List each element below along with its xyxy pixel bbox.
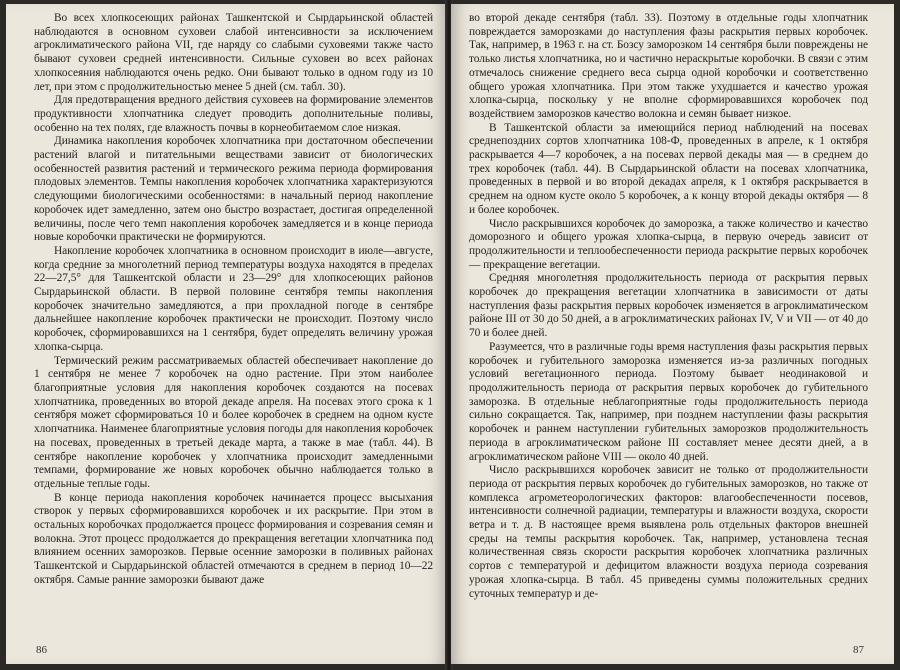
paragraph: Разумеется, что в различные годы время наступления фазы раскрытия первых коробочек и губительного заморозка изменяется из-за различных погодных условий вегетационного периода. Поэтому бывает неодинаковой и продолжительность периода от раскрытия первых коробочек до губительного заморозка. В отдельные неблагоприятные годы продолжительность периода сильно сокращается. Так, например, при позднем наступлении фазы раскрытия коробочек и раннем наступлении губительных заморозков продолжительность периода в агроклиматическом районе III составляет менее десяти дней, а в агроклиматическом районе VIII — около 40 дней. bbox=[469, 340, 868, 463]
right-page-text bbox=[469, 12, 868, 601]
paragraph: Для предотвращения вредного действия суховеев на формирование элементов продуктивности хлопчатника следует проводить дополнительные поливы, особенно на тех полях, где влажность почвы в корнеобитаемом слое низкая. bbox=[34, 94, 433, 134]
paragraph: Термический режим рассматриваемых областей обеспечивает накопление до 1 сентября не менее 7 коробочек на одно растение. При этом наиболее благоприятные условия для накопления коробочек создаются на посевах хлопчатника, проведенных во второй декаде апреля. На посевах этого срока к 1 сентября может сформироваться 10 и более коробочек в среднем на одном кусте хлопчатника. Наименее благоприятные условия погоды для накопления коробочек на посевах, проведенных в третьей декаде марта, а также в мае (табл. 44). В сентябре накопление коробочек у хлопчатника происходит замедленными темпами, формирование же новых коробочек обычно наблюдается только в отдельные теплые годы. bbox=[34, 354, 433, 490]
right-page bbox=[451, 4, 894, 664]
paragraph: Средняя многолетняя продолжительность периода от раскрытия первых коробочек до прекращения вегетации хлопчатника в зависимости от даты наступления фазы раскрытия первых коробочек изменяется в агроклиматическом районе III от 30 до 50 дней, а в агроклиматических районах IV, V и VII — от 40 до 70 и более дней. bbox=[469, 272, 868, 340]
left-page bbox=[6, 4, 447, 664]
paragraph-continuation: во второй декаде сентября (табл. 33). Поэтому в отдельные годы хлопчатник повреждается заморозками до наступления фазы раскрытия первых коробочек. Так, например, в 1963 г. на ст. Бозсу заморозком 14 сентября были повреждены не только листья хлопчатника, но и частично нераскрытые коробочки. В связи с этим отмечалось снижение среднего веса сырца одной коробочки и соответственно общего урожая хлопчатника. При этом также ухудшается и качество урожая хлопка-сырца, поскольку у не вполне сформировавшихся коробочек под воздействием заморозков качество волокна и семян бывает низкое. bbox=[469, 12, 868, 120]
paragraph: Во всех хлопкосеющих районах Ташкентской и Сырдарьинской областей наблюдаются в основном суховеи слабой интенсивности за исключением агроклиматического района VII, где наряду со слабыми суховеями также часто бывают суховеи средней интенсивности. Сильные суховеи во всех районах хлопкосеяния наблюдаются очень редко. Они бывают только в одном году из 10 лет, при этом с продолжительностью менее 5 дней (см. табл. 30). bbox=[34, 12, 433, 93]
paragraph: В Ташкентской области за имеющийся период наблюдений на посевах среднепоздних сортов хлопчатника 108-Ф, проведенных в апреле, к 1 октября раскрывается 4—7 коробочек, а на посевах первой декады мая — в среднем до трех коробочек (табл. 44). В Сырдарьинской области на посевах хлопчатника, проведенных в первой и во второй декадах апреля, к 1 октября раскрывается в среднем на одном кусте около 5 коробочек, а к концу второй декады октября — 8 и более коробочек. bbox=[469, 121, 868, 216]
paragraph: Накопление коробочек хлопчатника в основном происходит в июле—августе, когда средние за многолетний период температуры воздуха находятся в пределах 22—27,5° для Ташкентской области и 23—29° для хлопкосеющих районов Сырдарьинской области. В первой половине сентября темпы накопления коробочек значительно замедляются, а при прохладной погоде в сентябре дальнейшее накопление коробочек практически не происходит. Поэтому число коробочек, сформировавшихся на 1 сентября, будет определять величину урожая хлопка-сырца. bbox=[34, 244, 433, 353]
page-number-left: 86 bbox=[36, 644, 47, 656]
paragraph: Число раскрывшихся коробочек до заморозка, а также количество и качество доморозного и общего урожая хлопка-сырца, в первую очередь зависит от продолжительности и теплообеспеченности периода раскрытие первых коробочек — прекращение вегетации. bbox=[469, 217, 868, 271]
paragraph: Число раскрывшихся коробочек зависит не только от продолжительности периода от раскрытия первых коробочек до губительных заморозков, но также от комплекса агрометеорологических факторов: влагообеспеченности посевов, интенсивности солнечной радиации, температуры и влажности воздуха, скорости ветра и т. д. В настоящее время выявлена роль отдельных факторов внешней среды на темпы раскрытия коробочек. Так, например, установлена тесная количественная связь скорости раскрытия коробочек хлопчатника различных сортов с температурой и дефицитом влажности воздуха периода созревания урожая хлопка-сырца. В табл. 45 приведены суммы положительных средних суточных температур и де- bbox=[469, 464, 868, 600]
paragraph: В конце периода накопления коробочек начинается процесс высыхания створок у первых сформировавшихся коробочек и их раскрытие. При этом в остальных коробочках продолжается процесс формирования и созревания семян и волокна. Этот процесс продолжается до прекращения вегетации хлопчатника под влиянием осенних заморозков. Первые осенние заморозки в поливных районах Ташкентской и Сырдарьинской областей отмечаются в среднем в период 10—22 октября. Самые ранние заморозки бывают даже bbox=[34, 491, 433, 586]
paragraph: Динамика накопления коробочек хлопчатника при достаточном обеспечении растений влагой и питательными веществами зависит от биологических особенностей развития растений и термического режима периода формирования плодовых элементов. Темпы накопления коробочек хлопчатника характеризуются следующими биологическими особенностями: в начальный период накопление коробочек идет замедленно, затем оно быстро возрастает, достигая определенной величины, после чего темп накопления коробочек замедляется и в конце периода новые коробочки практически не формируются. bbox=[34, 135, 433, 244]
page-number-right: 87 bbox=[853, 644, 864, 656]
left-page-text bbox=[34, 12, 433, 588]
